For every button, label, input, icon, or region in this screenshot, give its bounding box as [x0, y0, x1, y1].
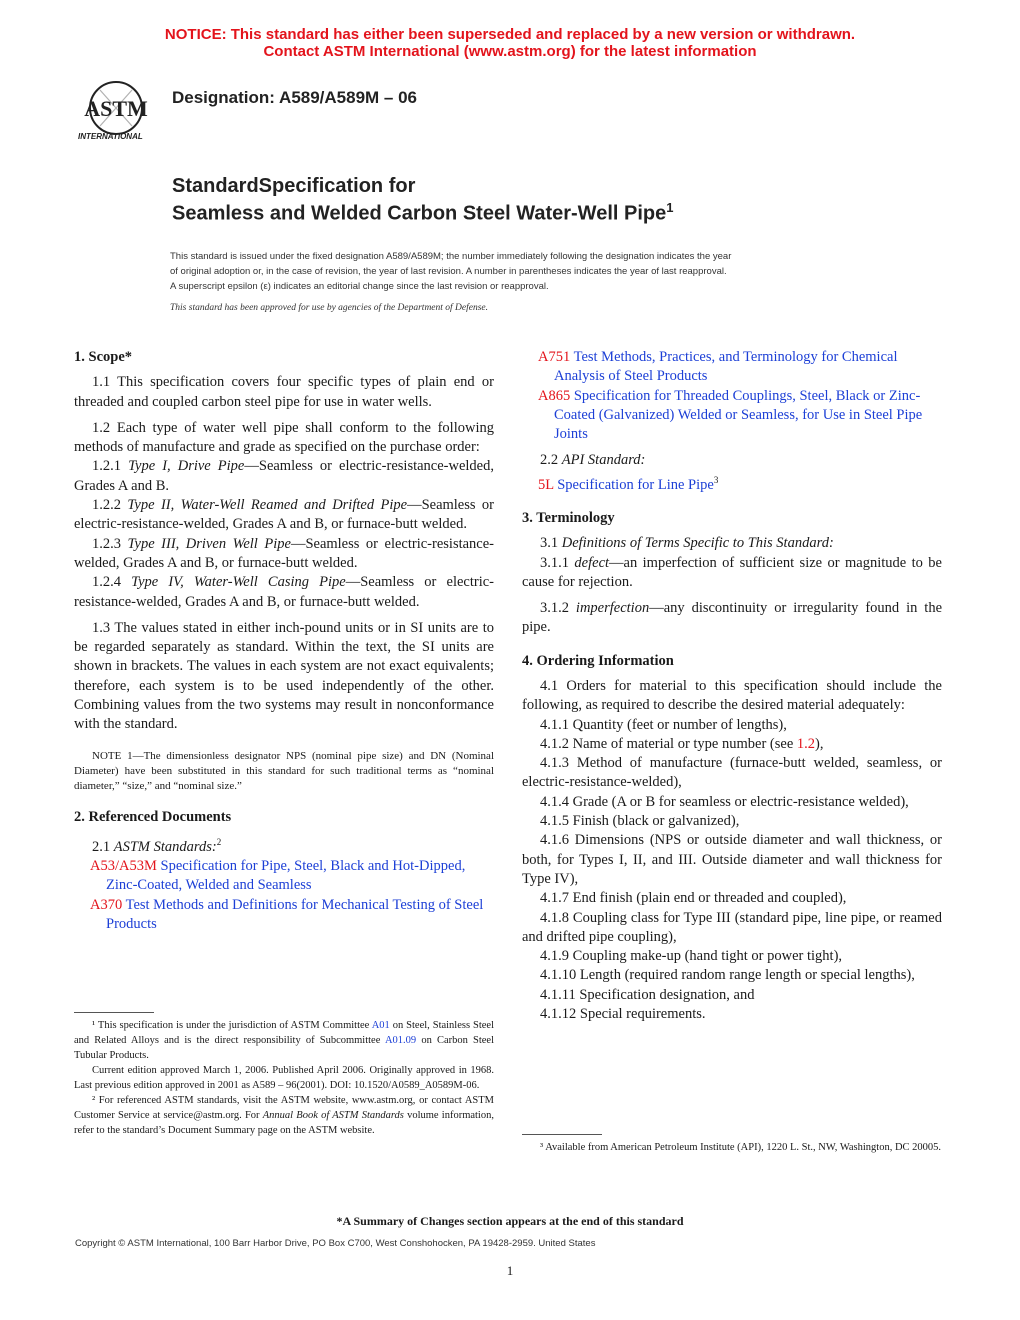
num: 3.1 [540, 535, 562, 552]
para-4-1-7: 4.1.7 End finish (plain end or threaded and coupled), [540, 890, 847, 907]
footnote-1 [74, 1018, 494, 1063]
para-1-2-4 [74, 573, 494, 612]
para-4-1-2 [522, 735, 942, 754]
title-line-1: StandardSpecification for [172, 175, 416, 197]
ref-code[interactable]: A53/A53M [90, 858, 157, 875]
para-4-1-5: 4.1.5 Finish (black or galvanized), [540, 813, 740, 830]
section-link[interactable]: 1.2 [796, 735, 816, 752]
subcommittee-link[interactable]: A01.09 [384, 1035, 417, 1046]
ref-code[interactable]: A751 [538, 349, 571, 365]
ref-code[interactable]: A370 [90, 896, 123, 913]
section-2-heading: 2. Referenced Documents [74, 808, 232, 825]
ref-code[interactable]: 5L [538, 476, 554, 493]
para-2-2 [522, 451, 942, 470]
dod-approval-note: This standard has been approved for use by agencies of the Department of Defense. [170, 303, 489, 313]
ref-a865[interactable] [522, 387, 942, 445]
text: ), [815, 735, 824, 752]
book-title: Annual Book of ASTM Standards [262, 1110, 404, 1121]
ref-title[interactable]: Specification for Line Pipe [553, 476, 714, 493]
para-3-1-2 [522, 599, 942, 638]
text: 4.1.2 Name of material or type number (see [540, 735, 797, 752]
footnote-divider-right [522, 1134, 602, 1135]
num: 3.1.1 [540, 554, 575, 571]
ref-title[interactable]: Specification for Pipe, Steel, Black and Hot-Dipped, Zinc-Coated, Welded and Seamless [106, 858, 466, 894]
issued-line-1: This standard is issued under the fixed designation A589/A589M; the number immediately following the designation indicates the year [170, 251, 732, 262]
issued-note [170, 249, 860, 294]
para-4-1-6: 4.1.6 Dimensions (NPS or outside diameter and wall thickness, or both, for Types I, II, and III. Outside diameter and wall thickness for Type IV), [522, 832, 942, 887]
para-1-2-2 [74, 496, 494, 535]
ref-code[interactable]: A865 [538, 387, 571, 404]
astm-logo [70, 80, 162, 146]
section-1-heading: 1. Scope* [74, 349, 132, 365]
term: defect [574, 554, 610, 571]
section-4-heading: 4. Ordering Information [522, 652, 674, 669]
ref-5l[interactable] [522, 471, 942, 495]
footnote-1-edition: Current edition approved March 1, 2006. Published April 2006. Originally approved in 1968. Last previous edition approved in 2001 as A589 – 96(2001). DOI: 10.1520/A0589_A0589M-06. [74, 1065, 494, 1091]
para-4-1-10: 4.1.10 Length (required random range length or special lengths), [540, 967, 915, 984]
term: Type II, Water-Well Reamed and Drifted Pipe [127, 497, 408, 514]
ref-a751[interactable] [522, 348, 942, 387]
issued-line-3: A superscript epsilon (ε) indicates an editorial change since the last revision or reapproval. [170, 281, 549, 292]
para-4-1-4: 4.1.4 Grade (A or B for seamless or electric-resistance welded), [540, 793, 909, 810]
footnote-divider [74, 1012, 154, 1013]
ref-title[interactable]: Test Methods and Definitions for Mechanical Testing of Steel Products [106, 896, 484, 932]
title-line-2 [172, 200, 673, 226]
notice-line-2: Contact ASTM International (www.astm.org) for the latest information [263, 43, 757, 60]
footnote-2 [74, 1093, 494, 1138]
section-3-heading: 3. Terminology [522, 509, 615, 526]
para-1-2-3 [74, 535, 494, 574]
footnote-mark: 2 [216, 836, 222, 847]
term: imperfection [575, 600, 650, 617]
num: 2.1 [92, 838, 114, 855]
footnotes-left [74, 1018, 494, 1138]
para-4-1-1: 4.1.1 Quantity (feet or number of lengths), [540, 716, 787, 733]
num: 1.2.4 [92, 574, 132, 591]
num: 2.2 [540, 452, 562, 469]
issued-line-2: of original adoption or, in the case of revision, the year of last revision. A number in parentheses indicates the year of last reapproval. [170, 266, 727, 277]
text: —Seamless or electric-resistance-welded, Grades A and B, or furnace-butt welded. [74, 574, 494, 610]
term: ASTM Standards: [113, 838, 217, 855]
page-number: 1 [506, 1263, 514, 1278]
para-4-1-3: 4.1.3 Method of manufacture (furnace-butt welded, seamless, or electric-resistance-welded), [522, 755, 942, 791]
copyright: Copyright © ASTM International, 100 Barr Harbor Drive, PO Box C700, West Conshohocken, PA 19428-2959. United States [75, 1238, 596, 1249]
para-4-1-8: 4.1.8 Coupling class for Type III (standard pipe, line pipe, or reamed and drifted pipe coupling), [522, 909, 942, 945]
num: 1.2.3 [92, 535, 128, 552]
term: Definitions of Terms Specific to This Standard: [561, 535, 834, 552]
left-column [74, 348, 494, 934]
para-3-1 [522, 534, 942, 553]
para-1-1: 1.1 This specification covers four specific types of plain end or threaded and coupled carbon steel pipe for use in water wells. [74, 374, 494, 410]
num: 1.2.2 [92, 497, 128, 514]
term: API Standard: [561, 452, 646, 469]
para-1-2-1 [74, 457, 494, 496]
text: on Steel, Stainless Steel and Related Alloys and is the direct responsibility of Subcommittee [74, 1020, 494, 1046]
footnote-3: ³ Available from American Petroleum Institute (API), 1220 L. St., NW, Washington, DC 20005. [540, 1142, 942, 1153]
para-1-2: 1.2 Each type of water well pipe shall conform to the following methods of manufacture and grade as specified on the purchase order: [74, 419, 494, 456]
para-4-1-11: 4.1.11 Specification designation, and [540, 986, 755, 1003]
designation: Designation: A589/A589M – 06 [172, 88, 418, 107]
ref-a53[interactable] [74, 857, 494, 896]
text: volume information, refer to the standard’s Document Summary page on the ASTM website. [74, 1110, 494, 1136]
ref-title[interactable]: Specification for Threaded Couplings, Steel, Black or Zinc-Coated (Galvanized) Welded or Seamless, for Use in Steel Pipe Joints [554, 387, 923, 443]
para-4-1: 4.1 Orders for material to this specification should include the following, as required to describe the desired material adequately: [522, 677, 942, 714]
notice-line-1: NOTICE: This standard has either been superseded and replaced by a new version or withdrawn. [164, 26, 856, 43]
text: —Seamless or electric-resistance-welded, Grades A and B, or furnace-butt welded. [74, 535, 495, 571]
text: —an imperfection of sufficient size or magnitude to be cause for rejection. [522, 554, 942, 590]
ref-title[interactable]: Test Methods, Practices, and Terminology for Chemical Analysis of Steel Products [554, 349, 898, 385]
committee-link[interactable]: A01 [371, 1020, 390, 1031]
title-text: Seamless and Welded Carbon Steel Water-Well Pipe [172, 202, 667, 225]
withdrawn-notice [0, 26, 1020, 60]
text: —Seamless or electric-resistance-welded, Grades A and B, or furnace-butt welded. [74, 497, 495, 533]
text: ¹ This specification is under the jurisdiction of ASTM Committee [92, 1020, 372, 1031]
ref-a370[interactable] [74, 896, 494, 935]
text: ² For referenced ASTM standards, visit the ASTM website, www.astm.org, or contact ASTM Customer Service at service@astm.org. For [74, 1095, 494, 1121]
footnote-mark: 3 [713, 474, 719, 485]
term: Type I, Drive Pipe [128, 458, 245, 475]
logo-text: INTERNATIONAL [78, 132, 143, 141]
title-footnote-mark: 1 [666, 200, 674, 215]
num: 1.2.1 [92, 458, 129, 475]
text: on Carbon Steel Tubular Products. [74, 1035, 494, 1061]
para-4-1-9: 4.1.9 Coupling make-up (hand tight or power tight), [540, 948, 843, 965]
right-column [522, 348, 942, 1024]
note-1: NOTE 1—The dimensionless designator NPS (nominal pipe size) and DN (Nominal Diameter) have been substituted in this standard for such traditional terms as “nominal diameter,” “size,” and “nominal size.” [74, 749, 494, 792]
term: Type III, Driven Well Pipe [127, 535, 291, 552]
term: Type IV, Water-Well Casing Pipe [131, 574, 346, 591]
para-4-1-12: 4.1.12 Special requirements. [540, 1006, 706, 1023]
para-3-1-1 [522, 554, 942, 593]
text: —Seamless or electric-resistance-welded, Grades A and B. [74, 458, 494, 494]
para-1-3: 1.3 The values stated in either inch-pound units or in SI units are to be regarded separately as standard. Within the text, the SI units are shown in brackets. The values in each system are not exact equivalents; therefore, each system is to be used independently of the other. Combining values from the two systems may result in nonconformance with the standard. [74, 619, 494, 733]
para-2-1 [74, 833, 494, 857]
summary-of-changes-note: *A Summary of Changes section appears at the end of this standard [336, 1214, 684, 1228]
text: —any discontinuity or irregularity found in the pipe. [522, 600, 943, 636]
num: 3.1.2 [540, 600, 576, 617]
svg-text:ASTM: ASTM [84, 96, 148, 121]
